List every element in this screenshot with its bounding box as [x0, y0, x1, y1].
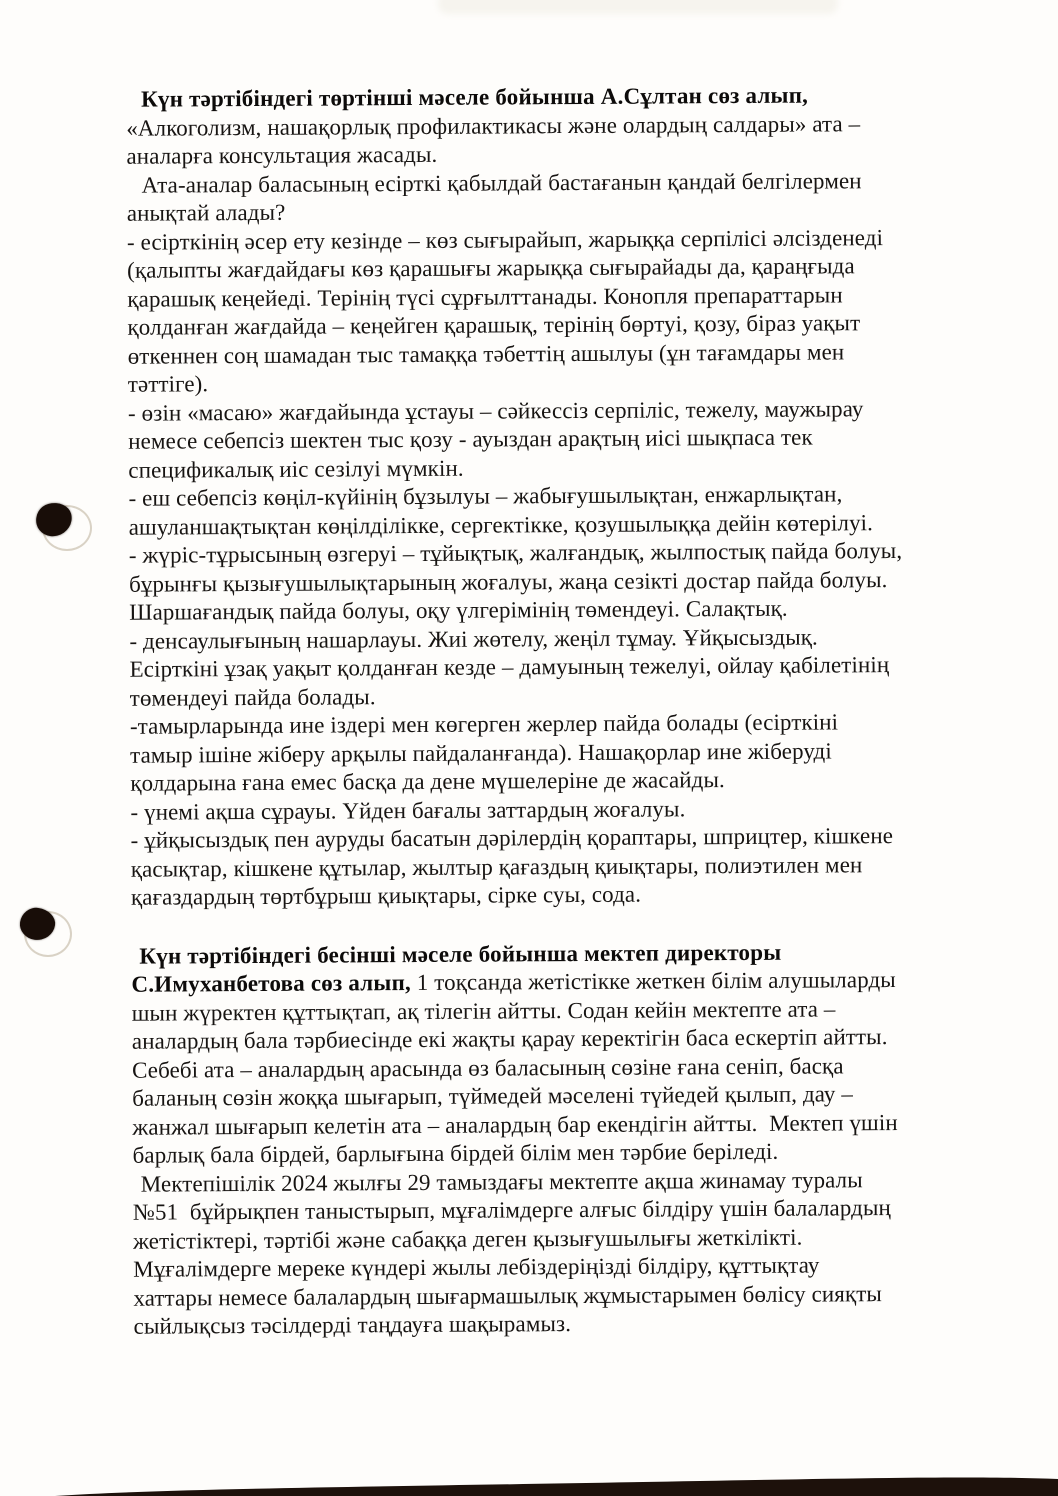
text-segment: немесе себепсіз шектен тыс қозу - ауыздан арақтың иісі шықпаса тек [128, 424, 813, 454]
text-segment: шын жүректен құттықтап, ақ тілегін айтты. Содан кейін мектепте ата – [131, 995, 836, 1026]
text-segment: Ата-аналар баласының есірткі қабылдай бастағанын қандай белгілермен [141, 167, 862, 198]
text-segment: Мектепішілік 2024 жылғы 29 тамыздағы мектепте ақша жинамау туралы [140, 1166, 863, 1197]
text-segment: - өзін «масаю» жағдайында ұстауы – сәйкессіз серпіліс, тежелу, маужырау [127, 395, 864, 426]
text-segment-bold: Күн тәртібіндегі төртінші мәселе бойынша А.Сұлтан сөз алып, [141, 82, 809, 112]
text-segment: №51 бұйрықпен таныстырып, мұғалімдерге алғыс білдіру үшін балалардың [132, 1195, 891, 1225]
text-segment: қағаздардың төртбұрыш қиықтары, сірке суы, сода. [130, 881, 642, 910]
text-segment: спецификалық иіс сезілуі мүмкін. [128, 455, 464, 483]
text-segment: - есірткінің әсер ету кезінде – көз сығырайып, жарыққа серпілісі әлсізденеді [126, 224, 884, 255]
text-segment: аналарға консультация жасады. [126, 141, 438, 169]
text-segment: қолдарына ғана емес басқа да дене мүшелеріне де жасайды. [130, 767, 725, 796]
text-segment: хаттары немесе балалардың шығармашылық жұмыстарымен бөлісу сияқты [133, 1280, 882, 1311]
text-segment: 1 тоқсанда жетістікке жеткен білім алушыларды [410, 967, 896, 996]
scan-shadow-top [438, 0, 838, 14]
text-segment: жетістіктері, тәртібі және сабаққа деген қызығушылығы жеткілікті. [132, 1224, 803, 1254]
text-line [129, 536, 1029, 570]
text-segment: қарашық кеңейеді. Терінің түсі сұрғылттанады. Конопля препараттарын [127, 281, 843, 312]
text-segment: Шаршағандық пайда болуы, оқу үлгерімінің төмендеуі. Салақтық. [129, 595, 788, 625]
text-segment: барлық бала бірдей, барлығына бірдей білім мен тәрбие беріледі. [132, 1138, 779, 1168]
text-segment: сыйлықсыз тәсілдерді таңдауға шақырамыз. [133, 1311, 572, 1339]
text-segment: өткеннен соң шамадан тыс тамаққа тәбеттің ашылуы (ұн тағамдары мен [127, 338, 845, 369]
text-segment: бұрынғы қызығушылықтарының жоғалуы, жаңа сезікті достар пайда болуы. [128, 566, 888, 597]
text-segment: тәттіге). [127, 371, 209, 397]
text-segment: -тамырларында ине іздері мен көгерген жерлер пайда болады (есірткіні [129, 709, 839, 739]
text-segment: аналардың бала тәрбиесінде екі жақты қарау керектігін баса ескертіп айтты. [131, 1024, 888, 1054]
text-segment: ашуланшақтықтан көңілділікке, сергектікке, қозушылыққа дейін көтерілуі. [128, 509, 874, 540]
text-segment: қолданған жағдайда – кеңейген қарашық, терінің бөртуі, қозу, біраз уақыт [127, 310, 861, 340]
text-segment-bold: Күн тәртібіндегі бесінші мәселе бойынша мектеп директоры [139, 939, 782, 969]
scan-edge-bottom [0, 1470, 1058, 1496]
text-segment: қасықтар, кішкене құтылар, жылтыр қағаздың қиықтары, полиэтилен мен [130, 851, 863, 882]
punch-hole-mark-bottom [20, 908, 72, 956]
text-segment: «Алкоголизм, нашақорлық профилактикасы және олардың салдары» ата – [126, 110, 861, 141]
text-segment-bold: С.Имуханбетова сөз алып, [131, 970, 412, 997]
text-segment: - үнемі ақша сұрауы. Үйден бағалы заттардың жоғалуы. [130, 795, 686, 825]
text-line [132, 1108, 1032, 1142]
text-segment: жанжал шығарып келетін ата – аналардың бар екендігін айтты. Мектеп үшін [132, 1109, 898, 1140]
text-segment: - еш себепсіз көңіл-күйінің бұзылуы – жабығушылықтан, енжарлықтан, [128, 481, 843, 511]
text-line [134, 1307, 1034, 1341]
text-segment: тамыр ішіне жіберу арқылы пайдаланғанда). Нашақорлар ине жіберуді [130, 737, 832, 768]
text-segment: - денсаулығының нашарлауы. Жиі жөтелу, жеңіл тұмау. Ұйқысыздық. [129, 624, 818, 654]
text-line [131, 878, 1031, 912]
document-text [126, 80, 1034, 1341]
punch-hole-mark-top [36, 503, 92, 551]
text-segment: анықтай алады? [126, 199, 286, 226]
text-segment: Себебі ата – аналардың арасында өз баласының сөзіне ғана сеніп, басқа [131, 1052, 844, 1083]
text-segment: Есірткіні ұзақ уақыт қолданған кезде – дамуының тежелуі, ойлау қабілетінің [129, 652, 890, 682]
text-segment: төмендеуі пайда болады. [129, 683, 376, 711]
text-segment: Мұғалімдерге мереке күндері жылы лебіздеріңізді білдіру, құттықтау [133, 1252, 820, 1282]
text-segment: баланың сөзін жоққа шығарып, түймедей мәселені түйедей қылып, дау – [132, 1081, 853, 1111]
text-segment: - жүріс-тұрысының өзгеруі – тұйықтық, жалғандық, жылпостық пайда болуы, [128, 538, 903, 568]
text-segment: (қалыпты жағдайдағы көз қарашығы жарыққа сығырайады да, қараңғыда [127, 253, 855, 283]
text-segment: - ұйқысыздық пен ауруды басатын дәрілердің қораптары, шприцтер, кішкене [130, 823, 894, 853]
